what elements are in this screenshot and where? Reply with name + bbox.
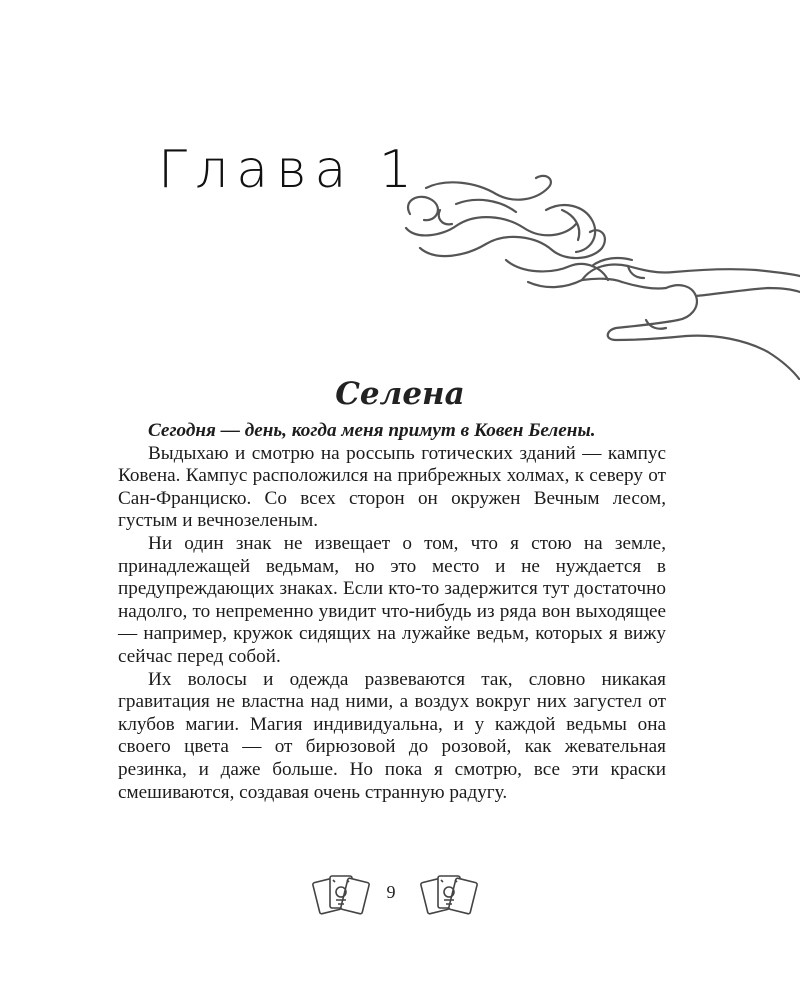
body-paragraph: Выдыхаю и смотрю на россыпь готических зданий — кампус Ковена. Кампус расположился на прибрежных холмах, к северу от Сан-Франциско. Со всех сторон он окружен Вечным лесом, густым и вечнозеленым. — [118, 442, 666, 532]
body-paragraph: Ни один знак не извещает о том, что я стою на земле, принадлежащей ведьмам, но это место и не нуждается в предупреждающих знаках. Если кто-то задержится тут достаточно надолго, то непременно увидит что-нибудь из ряда вон выходящее — например, кружок сидящих на лужайке ведьм, которых я вижу сейчас перед собой. — [118, 532, 666, 667]
character-name-heading: Селена — [335, 376, 465, 412]
tarot-cards-icon — [312, 870, 370, 918]
body-paragraph: Их волосы и одежда развеваются так, словно никакая гравитация не властна над ними, а воздух вокруг них загустел от клубов магии. Магия индивидуальна, и у каждой ведьмы она своего цвета — от бирюзовой до розовой, как жевательная резинка, и даже больше. Но пока я смотрю, все эти краски смешиваются, создавая очень странную радугу. — [118, 668, 666, 803]
page-number: 9 — [386, 882, 396, 902]
page-footer — [0, 870, 800, 920]
tarot-cards-icon — [420, 870, 478, 918]
chapter-body-text — [118, 420, 666, 804]
hand-with-smoke-illustration — [396, 170, 800, 380]
chapter-title: Глава 1 — [158, 140, 421, 200]
lead-paragraph: Сегодня — день, когда меня примут в Ковен Белены. — [148, 420, 596, 441]
